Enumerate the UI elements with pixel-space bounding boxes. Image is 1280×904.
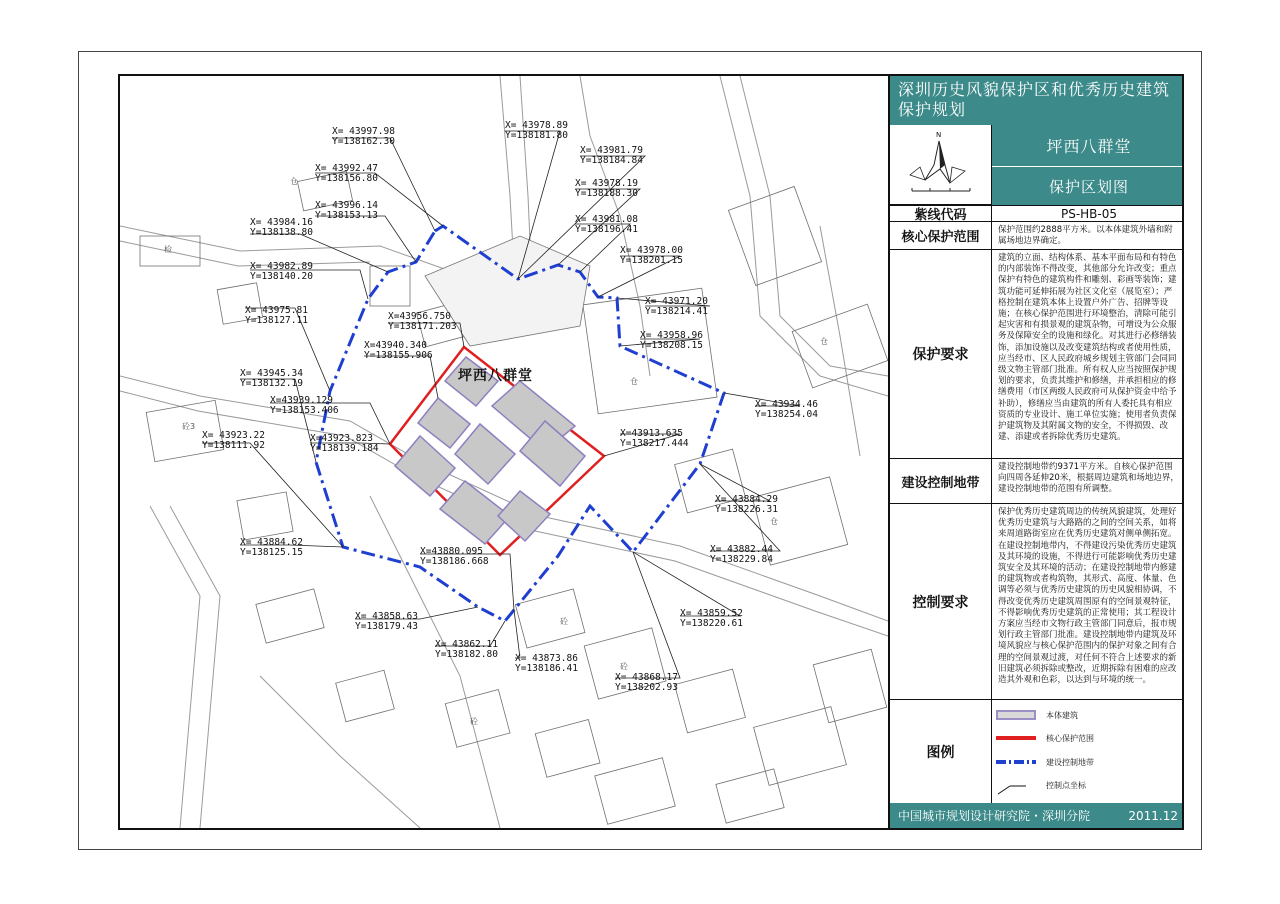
map-place-label: 砼	[560, 617, 568, 626]
coord-label: X=43923.823 Y=138139.184	[310, 433, 379, 454]
sheet-inner-frame	[118, 74, 1184, 830]
code-row	[890, 205, 1184, 222]
drawing-name: 保护区划图	[992, 167, 1184, 205]
code-label: 紫线代码	[890, 206, 992, 221]
protection-row	[890, 250, 1184, 459]
coord-label: X=43940.340 Y=138155.906	[364, 340, 433, 361]
coord-label: X= 43873.86 Y=138186.41	[515, 653, 578, 674]
coord-label: X= 43884.62 Y=138125.15	[240, 537, 303, 558]
code-value: PS-HB-05	[1060, 206, 1118, 221]
plan-title: 深圳历史风貌保护区和优秀历史建筑保护规划	[890, 76, 1184, 125]
coord-label: X= 43982.89 Y=138140.20	[250, 261, 313, 282]
coord-label: X= 43884.29 Y=138226.31	[715, 494, 778, 515]
protection-text: 建筑的立面、结构体系、基本平面布局和有特色的内部装饰不得改变，其他部分允许改变；重点保护有特色的建筑构件和雕刻、彩画等装饰；建筑功能可延伸拓展为社区文化室（展览室）；严格控制在建筑本体上设置户外广告、招牌等设施；在核心保护范围进行环境整治，清除可能引起灾害和有损景观的建筑杂物，可增设为公众服务及保障安全的设施和绿化。对其进行必修缮装饰，添加设施以及改变建筑结构或者使用性质，应当经市、区人民政府城乡规划主管部门会同同级文物主管部门批准。所有权人应当按照保护规划的要求，负责其维护和修缮，并承担相应的修缮费用（市区两级人民政府可从保护资金中给予补助），修缮应当由建筑的所有人委托具有相应资质的专业设计、施工单位实施；使用者负责保护建筑物及其附属文物的安全，不得损毁、改建、添建或者拆除优秀历史建筑。	[998, 253, 1177, 443]
coord-label: X=43939.129 Y=138153.406	[270, 395, 339, 416]
coord-label: X= 43978.19 Y=138188.30	[575, 178, 638, 199]
project-name: 坪西八群堂	[992, 125, 1184, 167]
legend-item	[996, 755, 1094, 769]
footer-date: 2011.12	[1128, 808, 1178, 823]
footer-org: 中国城市规划设计研究院・深圳分院	[898, 809, 1091, 823]
core-row	[890, 222, 1184, 250]
north-arrow-icon	[890, 125, 992, 205]
legend-label: 图例	[890, 700, 992, 803]
coord-label: X= 43934.46 Y=138254.04	[755, 399, 818, 420]
map-place-label: 仓	[820, 337, 828, 346]
coord-label: X= 43984.16 Y=138138.80	[250, 217, 313, 238]
core-label: 核心保护范围	[890, 222, 992, 249]
coord-label: X= 43882.44 Y=138229.84	[710, 544, 773, 565]
legend-swatch-control	[996, 760, 1036, 764]
coord-label: X=43956.750 Y=138171.203	[388, 311, 457, 332]
footer	[890, 803, 1184, 828]
coord-label: X= 43975.81 Y=138127.11	[245, 305, 308, 326]
legend-item-label: 建设控制地带	[1046, 757, 1094, 767]
legend-swatch-point	[996, 780, 1036, 790]
coord-label: X= 43868.17 Y=138202.93	[615, 672, 678, 693]
map-place-label: 仓	[770, 517, 778, 526]
legend-item	[996, 708, 1078, 722]
map-area	[120, 76, 888, 828]
coord-label: X=43880.095 Y=138186.668	[420, 546, 489, 567]
coord-label: X= 43978.89 Y=138181.80	[505, 120, 568, 141]
protection-label: 保护要求	[890, 250, 992, 458]
svg-text:N: N	[936, 131, 942, 139]
coord-label: X= 43992.47 Y=138156.80	[315, 163, 378, 184]
coord-label: X= 43978.00 Y=138201.15	[620, 245, 683, 266]
coord-label: X= 43923.22 Y=138111.92	[202, 430, 265, 451]
coord-label: X= 43981.79 Y=138184.84	[580, 145, 643, 166]
legend-item	[996, 731, 1094, 745]
buffer-label: 建设控制地带	[890, 459, 992, 503]
coord-label: X= 43971.20 Y=138214.41	[645, 296, 708, 317]
map-place-label: 仓	[630, 377, 638, 386]
buffer-row	[890, 459, 1184, 504]
coord-label: X= 43996.14 Y=138153.13	[315, 200, 378, 221]
control-text: 保护优秀历史建筑周边的传统风貌建筑，处理好优秀历史建筑与大路路的之间的空间关系，如将来周道路街室应在优秀历史建筑对侧单侧拓宽。在建设控制地带内，不得建设污染优秀历史建筑及其环境的设施，不得进行可能影响优秀历史建筑安全及其环境的活动；在建设控制地带内修建的建筑物或者构筑物，其形式、高度、体量、色调等必须与优秀历史建筑的历史风貌相协调，不得改变优秀历史建筑周围原有的空间景观特征，不得影响优秀历史建筑的正常使用；其工程设计方案应当经市文物行政主管部门同意后，报市规划行政主管部门批准。建设控制地带内建筑及环境风貌应与核心保护范围内的保护对象之间有合理的空间景观过渡，对任何不符合上述要求的新旧建筑必须拆除或整改，近期拆除有困难的应改造其外观和色彩，以达到与环境的统一。	[998, 507, 1177, 686]
coord-label: X= 43981.08 Y=138196.41	[575, 214, 638, 235]
map-place-label: 砼3	[182, 422, 196, 431]
legend-item	[996, 778, 1086, 792]
site-name-label: 坪西八群堂	[458, 368, 533, 384]
control-row	[890, 504, 1184, 700]
info-panel	[888, 76, 1184, 828]
base-map	[120, 76, 888, 828]
legend-row	[890, 700, 1184, 803]
control-label: 控制要求	[890, 504, 992, 699]
coord-label: X= 43862.11 Y=138182.80	[435, 639, 498, 660]
coord-label: X= 43997.98 Y=138162.30	[332, 126, 395, 147]
legend-swatch-core	[996, 736, 1036, 740]
coord-label: X= 43859.52 Y=138220.61	[680, 608, 743, 629]
map-place-label: 砼	[470, 717, 478, 726]
coord-label: X= 43858.63 Y=138179.43	[355, 611, 418, 632]
buffer-text: 建设控制地带约9371平方米。自核心保护范围向四周各延伸20米，根据周边建筑和场地边界，建设控制地带的范围有所调整。	[998, 462, 1179, 495]
coord-label: X=43913.635 Y=138217.444	[620, 428, 689, 449]
north-arrow-logo	[890, 125, 992, 205]
map-place-label: 砼	[620, 662, 628, 671]
legend-swatch-building	[996, 710, 1036, 720]
legend-item-label: 本体建筑	[1046, 710, 1078, 720]
coord-label: X= 43945.34 Y=138132.19	[240, 368, 303, 389]
legend-item-label: 控制点坐标	[1046, 780, 1086, 790]
historic-buildings	[395, 357, 585, 544]
legend-item-label: 核心保护范围	[1046, 733, 1094, 743]
coord-label: X= 43958.96 Y=138208.15	[640, 330, 703, 351]
core-text: 保护范围约2888平方米。以本体建筑外墙和附属场地边界确定。	[998, 225, 1173, 247]
map-place-label: 检	[164, 245, 172, 254]
map-place-label: 仓	[290, 177, 298, 186]
